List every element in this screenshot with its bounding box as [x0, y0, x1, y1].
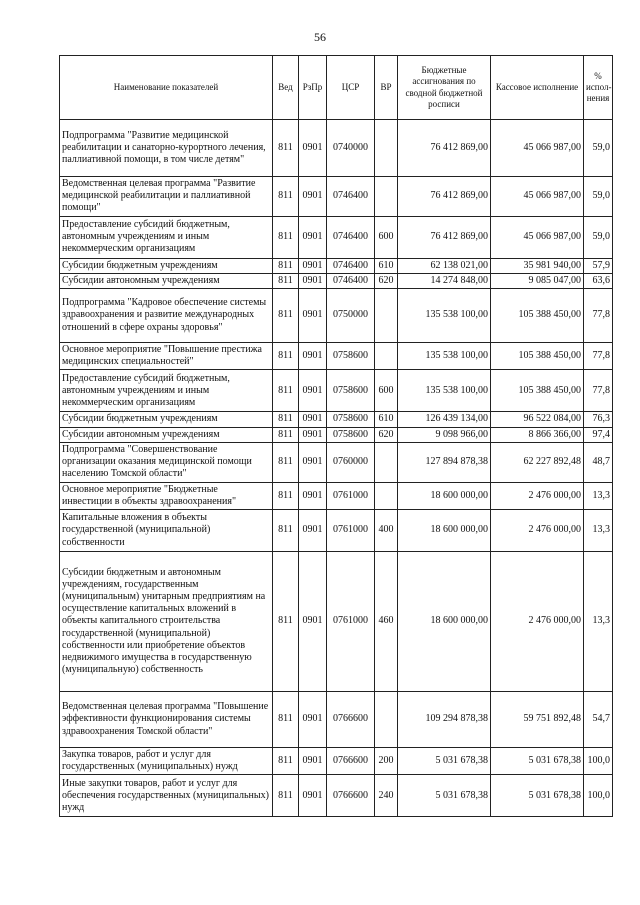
- cell-csr: 0758600: [327, 342, 375, 369]
- cell-csr: 0766600: [327, 775, 375, 817]
- cell-pct: 57,9: [584, 258, 613, 273]
- cell-budget: 62 138 021,00: [398, 258, 491, 273]
- cell-name: Субсидии автономным учреждениям: [60, 273, 273, 288]
- table-row: [60, 370, 613, 412]
- cell-rzpr: 0901: [299, 748, 327, 775]
- header-vr: ВР: [375, 56, 398, 120]
- table-row: [60, 216, 613, 258]
- cell-kass: 2 476 000,00: [491, 552, 584, 692]
- cell-rzpr: 0901: [299, 216, 327, 258]
- cell-budget: 135 538 100,00: [398, 342, 491, 369]
- table-row: [60, 258, 613, 273]
- cell-csr: 0746400: [327, 258, 375, 273]
- cell-vr: 600: [375, 370, 398, 412]
- cell-ved: 811: [273, 258, 299, 273]
- cell-vr: 460: [375, 552, 398, 692]
- cell-pct: 13,3: [584, 482, 613, 509]
- cell-name: Подпрограмма "Кадровое обеспечение системы здравоохранения и развитие международных отношений в сфере охраны здоровья": [60, 288, 273, 342]
- table-row: [60, 775, 613, 817]
- cell-budget: 126 439 134,00: [398, 412, 491, 427]
- cell-ved: 811: [273, 412, 299, 427]
- header-csr: ЦСР: [327, 56, 375, 120]
- cell-kass: 2 476 000,00: [491, 482, 584, 509]
- cell-ved: 811: [273, 177, 299, 217]
- cell-ved: 811: [273, 482, 299, 509]
- header-ved: Вед: [273, 56, 299, 120]
- cell-budget: 127 894 878,38: [398, 442, 491, 482]
- cell-vr: [375, 120, 398, 177]
- cell-vr: 620: [375, 273, 398, 288]
- cell-ved: 811: [273, 775, 299, 817]
- cell-rzpr: 0901: [299, 412, 327, 427]
- budget-table: [59, 55, 613, 817]
- cell-name: Подпрограмма "Развитие медицинской реабилитации и санаторно-курортного лечения, паллиативной помощи, в том числе детям": [60, 120, 273, 177]
- table-row: [60, 288, 613, 342]
- cell-ved: 811: [273, 120, 299, 177]
- cell-ved: 811: [273, 510, 299, 552]
- cell-csr: 0761000: [327, 510, 375, 552]
- cell-pct: 54,7: [584, 692, 613, 748]
- cell-rzpr: 0901: [299, 370, 327, 412]
- cell-vr: 600: [375, 216, 398, 258]
- header-name: Наименование показателей: [60, 56, 273, 120]
- cell-name: Субсидии бюджетным учреждениям: [60, 412, 273, 427]
- cell-rzpr: 0901: [299, 177, 327, 217]
- table-row: [60, 273, 613, 288]
- cell-budget: 135 538 100,00: [398, 288, 491, 342]
- cell-kass: 105 388 450,00: [491, 342, 584, 369]
- cell-vr: 610: [375, 258, 398, 273]
- table-row: [60, 692, 613, 748]
- cell-csr: 0746400: [327, 177, 375, 217]
- table-body: [60, 120, 613, 817]
- cell-kass: 35 981 940,00: [491, 258, 584, 273]
- cell-csr: 0740000: [327, 120, 375, 177]
- table-row: [60, 748, 613, 775]
- cell-pct: 59,0: [584, 216, 613, 258]
- cell-vr: [375, 342, 398, 369]
- cell-pct: 77,8: [584, 288, 613, 342]
- cell-budget: 18 600 000,00: [398, 482, 491, 509]
- cell-rzpr: 0901: [299, 510, 327, 552]
- table-row: [60, 427, 613, 442]
- cell-ved: 811: [273, 370, 299, 412]
- cell-pct: 76,3: [584, 412, 613, 427]
- cell-csr: 0766600: [327, 692, 375, 748]
- cell-vr: 620: [375, 427, 398, 442]
- cell-kass: 45 066 987,00: [491, 216, 584, 258]
- cell-name: Подпрограмма "Совершенствование организации оказания медицинской помощи населению Томской области": [60, 442, 273, 482]
- cell-vr: 400: [375, 510, 398, 552]
- cell-ved: 811: [273, 273, 299, 288]
- cell-kass: 59 751 892,48: [491, 692, 584, 748]
- cell-ved: 811: [273, 692, 299, 748]
- cell-kass: 5 031 678,38: [491, 748, 584, 775]
- cell-ved: 811: [273, 552, 299, 692]
- cell-name: Основное мероприятие "Бюджетные инвестиции в объекты здравоохранения": [60, 482, 273, 509]
- cell-csr: 0760000: [327, 442, 375, 482]
- cell-pct: 100,0: [584, 775, 613, 817]
- table-row: [60, 412, 613, 427]
- header-rzpr: РзПр: [299, 56, 327, 120]
- cell-pct: 100,0: [584, 748, 613, 775]
- cell-rzpr: 0901: [299, 258, 327, 273]
- table-header-row: [60, 56, 613, 120]
- cell-budget: 18 600 000,00: [398, 552, 491, 692]
- cell-kass: 45 066 987,00: [491, 120, 584, 177]
- cell-rzpr: 0901: [299, 552, 327, 692]
- cell-kass: 105 388 450,00: [491, 288, 584, 342]
- cell-csr: 0758600: [327, 412, 375, 427]
- table-row: [60, 482, 613, 509]
- table-row: [60, 177, 613, 217]
- cell-budget: 76 412 869,00: [398, 177, 491, 217]
- cell-kass: 105 388 450,00: [491, 370, 584, 412]
- cell-rzpr: 0901: [299, 120, 327, 177]
- cell-vr: 610: [375, 412, 398, 427]
- cell-pct: 63,6: [584, 273, 613, 288]
- cell-csr: 0750000: [327, 288, 375, 342]
- cell-name: Ведомственная целевая программа "Повышение эффективности функционирования системы здравоохранения Томской области": [60, 692, 273, 748]
- table-row: [60, 342, 613, 369]
- cell-kass: 5 031 678,38: [491, 775, 584, 817]
- table-row: [60, 510, 613, 552]
- cell-ved: 811: [273, 748, 299, 775]
- cell-rzpr: 0901: [299, 427, 327, 442]
- header-pct: % испол-нения: [584, 56, 613, 120]
- cell-ved: 811: [273, 342, 299, 369]
- cell-pct: 97,4: [584, 427, 613, 442]
- cell-csr: 0761000: [327, 482, 375, 509]
- cell-name: Ведомственная целевая программа "Развитие медицинской реабилитации и паллиативной помощи": [60, 177, 273, 217]
- cell-budget: 18 600 000,00: [398, 510, 491, 552]
- cell-kass: 9 085 047,00: [491, 273, 584, 288]
- cell-csr: 0758600: [327, 427, 375, 442]
- cell-vr: [375, 288, 398, 342]
- cell-ved: 811: [273, 442, 299, 482]
- cell-vr: 200: [375, 748, 398, 775]
- cell-rzpr: 0901: [299, 482, 327, 509]
- cell-budget: 14 274 848,00: [398, 273, 491, 288]
- cell-rzpr: 0901: [299, 288, 327, 342]
- cell-name: Субсидии бюджетным и автономным учреждениям, государственным (муниципальным) унитарным предприятиям на осуществление капитальных вложений в объекты капитального строительства государственной (муниципальной) собственности или приобретение объектов недвижимого имущества в государственную (муниципальную) собственность: [60, 552, 273, 692]
- table-row: [60, 442, 613, 482]
- cell-kass: 2 476 000,00: [491, 510, 584, 552]
- cell-pct: 59,0: [584, 120, 613, 177]
- cell-name: Субсидии бюджетным учреждениям: [60, 258, 273, 273]
- cell-rzpr: 0901: [299, 273, 327, 288]
- cell-vr: [375, 692, 398, 748]
- cell-rzpr: 0901: [299, 342, 327, 369]
- cell-kass: 62 227 892,48: [491, 442, 584, 482]
- cell-budget: 109 294 878,38: [398, 692, 491, 748]
- cell-csr: 0758600: [327, 370, 375, 412]
- cell-pct: 13,3: [584, 510, 613, 552]
- cell-csr: 0761000: [327, 552, 375, 692]
- cell-rzpr: 0901: [299, 442, 327, 482]
- cell-vr: 240: [375, 775, 398, 817]
- cell-ved: 811: [273, 427, 299, 442]
- cell-csr: 0746400: [327, 273, 375, 288]
- cell-budget: 135 538 100,00: [398, 370, 491, 412]
- cell-pct: 48,7: [584, 442, 613, 482]
- header-kass: Кассовое исполнение: [491, 56, 584, 120]
- cell-vr: [375, 442, 398, 482]
- cell-name: Иные закупки товаров, работ и услуг для обеспечения государственных (муниципальных) нужд: [60, 775, 273, 817]
- cell-budget: 5 031 678,38: [398, 748, 491, 775]
- cell-kass: 96 522 084,00: [491, 412, 584, 427]
- cell-kass: 45 066 987,00: [491, 177, 584, 217]
- table-row: [60, 552, 613, 692]
- cell-csr: 0766600: [327, 748, 375, 775]
- cell-rzpr: 0901: [299, 775, 327, 817]
- cell-name: Капитальные вложения в объекты государственной (муниципальной) собственности: [60, 510, 273, 552]
- cell-name: Предоставление субсидий бюджетным, автономным учреждениям и иным некоммерческим организациям: [60, 216, 273, 258]
- cell-kass: 8 866 366,00: [491, 427, 584, 442]
- cell-pct: 77,8: [584, 370, 613, 412]
- cell-csr: 0746400: [327, 216, 375, 258]
- cell-budget: 76 412 869,00: [398, 120, 491, 177]
- cell-budget: 76 412 869,00: [398, 216, 491, 258]
- cell-budget: 5 031 678,38: [398, 775, 491, 817]
- table-row: [60, 120, 613, 177]
- page-number: 56: [314, 30, 326, 44]
- cell-name: Основное мероприятие "Повышение престижа медицинских специальностей": [60, 342, 273, 369]
- cell-rzpr: 0901: [299, 692, 327, 748]
- cell-name: Субсидии автономным учреждениям: [60, 427, 273, 442]
- cell-vr: [375, 177, 398, 217]
- cell-ved: 811: [273, 216, 299, 258]
- cell-pct: 59,0: [584, 177, 613, 217]
- cell-name: Закупка товаров, работ и услуг для государственных (муниципальных) нужд: [60, 748, 273, 775]
- cell-pct: 77,8: [584, 342, 613, 369]
- cell-vr: [375, 482, 398, 509]
- cell-pct: 13,3: [584, 552, 613, 692]
- cell-ved: 811: [273, 288, 299, 342]
- cell-name: Предоставление субсидий бюджетным, автономным учреждениям и иным некоммерческим организациям: [60, 370, 273, 412]
- header-budget: Бюджетные ассигнования по сводной бюджетной росписи: [398, 56, 491, 120]
- cell-budget: 9 098 966,00: [398, 427, 491, 442]
